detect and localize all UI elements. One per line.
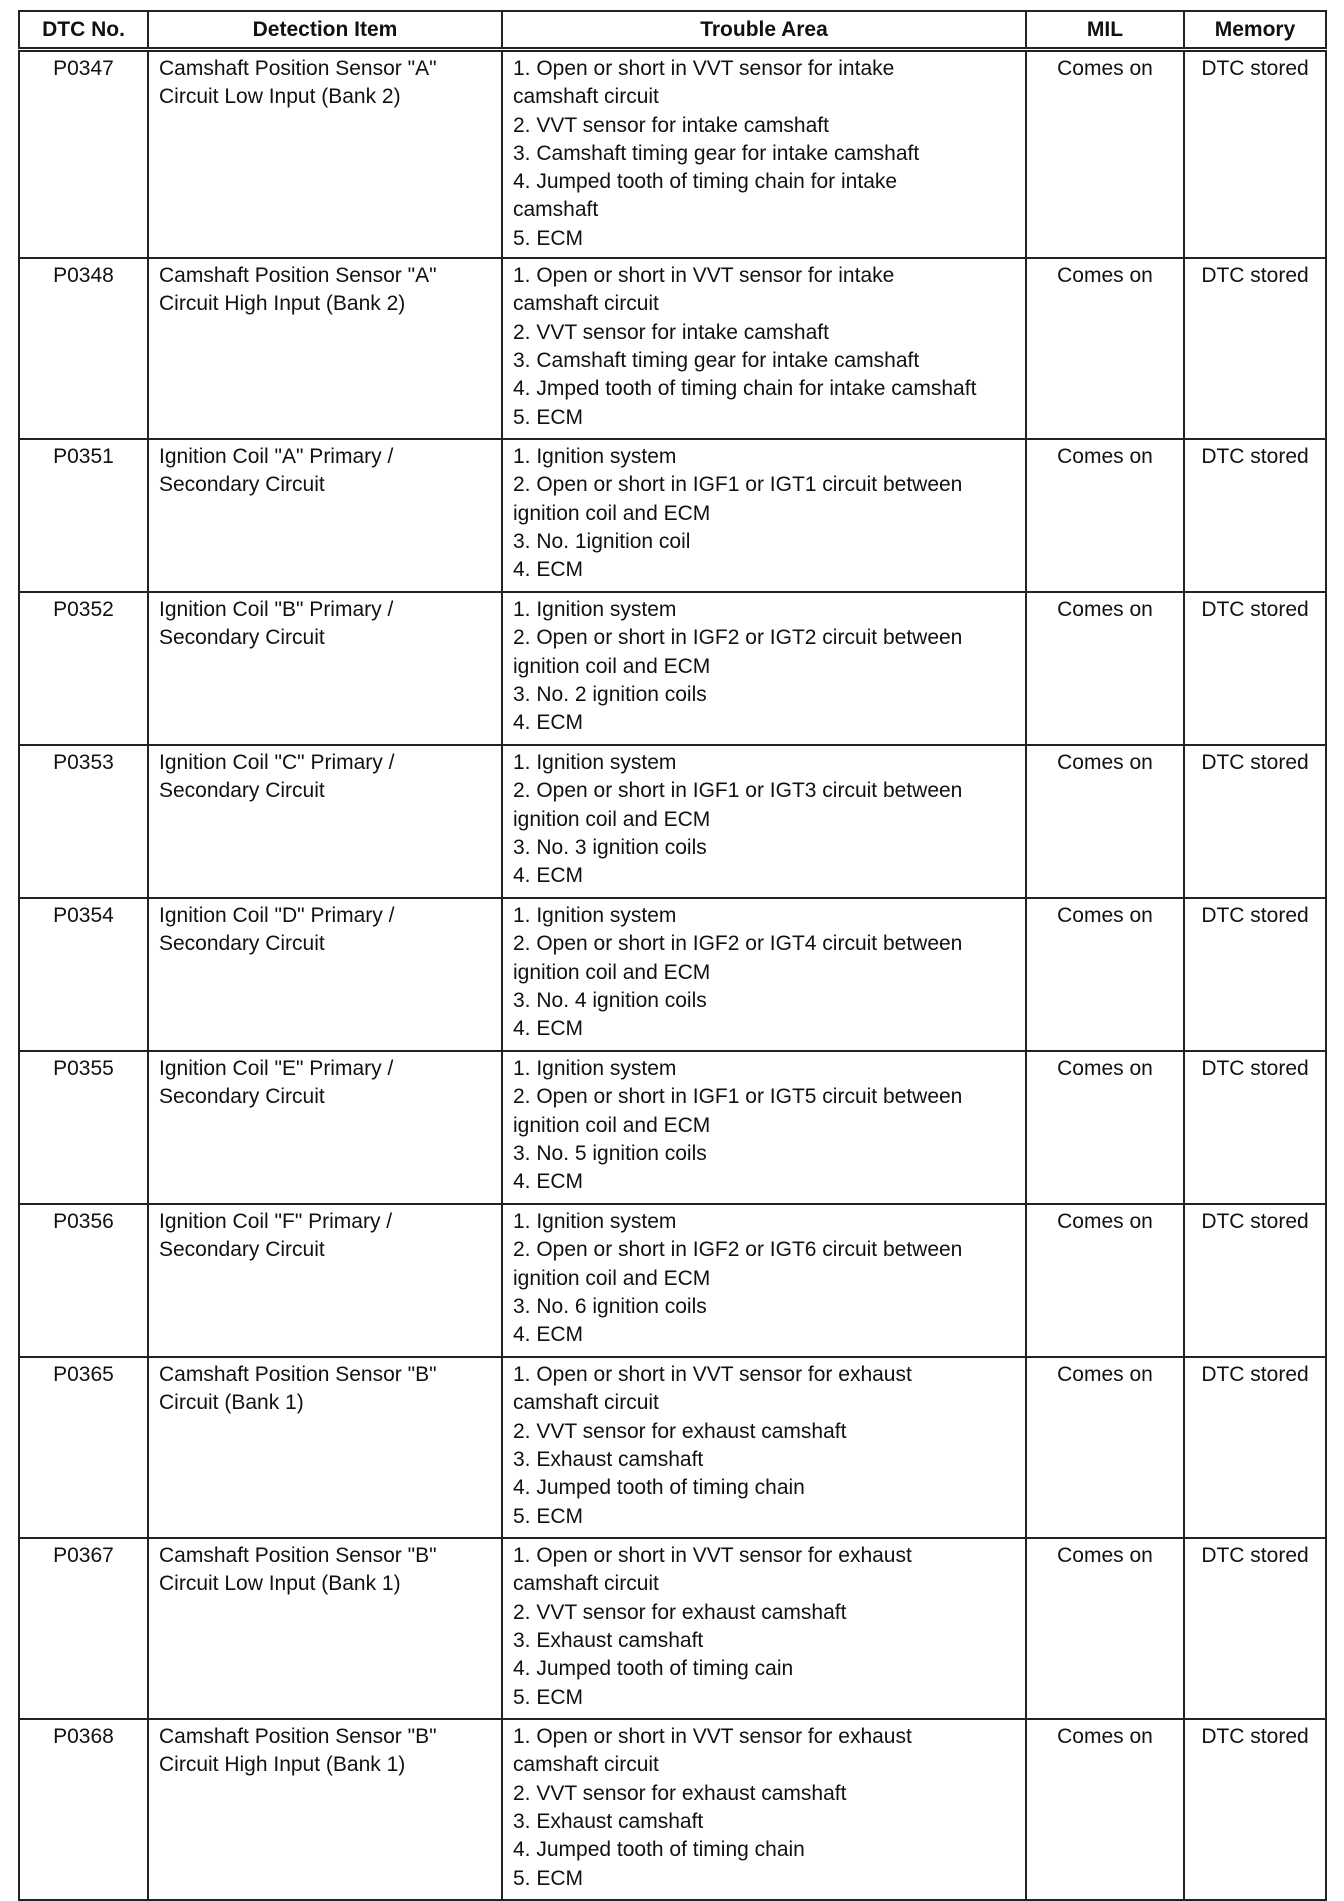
table-row bbox=[19, 1051, 1326, 1204]
mil-cell: Comes on bbox=[1026, 898, 1184, 1051]
trouble-area-line: ignition coil and ECM bbox=[513, 501, 711, 525]
dtc-code-cell: P0365 bbox=[19, 1357, 148, 1538]
trouble-area-line: 4. ECM bbox=[513, 1170, 584, 1194]
table-row bbox=[19, 1538, 1326, 1719]
detection-item-line: Circuit High Input (Bank 2) bbox=[159, 292, 406, 316]
detection-item-line: Circuit Low Input (Bank 1) bbox=[159, 1572, 401, 1596]
trouble-area-line: ignition coil and ECM bbox=[513, 807, 711, 831]
dtc-code-cell: P0356 bbox=[19, 1204, 148, 1357]
trouble-area-line: camshaft circuit bbox=[513, 1391, 659, 1415]
trouble-area-line: 1. Ignition system bbox=[513, 598, 677, 622]
dtc-code-cell: P0353 bbox=[19, 745, 148, 898]
table-row bbox=[19, 1719, 1326, 1900]
trouble-area-cell bbox=[502, 745, 1026, 898]
dtc-code-cell: P0368 bbox=[19, 1719, 148, 1900]
trouble-area-line: 3. No. 4 ignition coils bbox=[513, 988, 707, 1012]
header-detection-item: Detection Item bbox=[148, 11, 502, 50]
trouble-area-line: 4. ECM bbox=[513, 1017, 584, 1041]
trouble-area-line: 1. Open or short in VVT sensor for exhaust bbox=[513, 1725, 912, 1749]
trouble-area-line: 1. Open or short in VVT sensor for exhaust bbox=[513, 1544, 912, 1568]
dtc-code-cell: P0355 bbox=[19, 1051, 148, 1204]
detection-item-line: Camshaft Position Sensor "A" bbox=[159, 57, 437, 80]
memory-cell: DTC stored bbox=[1184, 1357, 1326, 1538]
dtc-code-cell: P0347 bbox=[19, 50, 148, 259]
detection-item-cell bbox=[148, 439, 502, 592]
mil-cell: Comes on bbox=[1026, 439, 1184, 592]
trouble-area-line: 1. Open or short in VVT sensor for exhaust bbox=[513, 1363, 912, 1387]
trouble-area-line: 2. Open or short in IGF2 or IGT2 circuit between bbox=[513, 626, 963, 650]
detection-item-line: Ignition Coil "E" Primary / bbox=[159, 1057, 394, 1081]
dtc-code-cell: P0348 bbox=[19, 258, 148, 439]
memory-cell: DTC stored bbox=[1184, 1051, 1326, 1204]
trouble-area-line: 1. Ignition system bbox=[513, 751, 677, 775]
trouble-area-line: ignition coil and ECM bbox=[513, 654, 711, 678]
trouble-area-line: 3. No. 6 ignition coils bbox=[513, 1294, 707, 1318]
table-row bbox=[19, 898, 1326, 1051]
trouble-area-line: 5. ECM bbox=[513, 226, 584, 250]
dtc-code-cell: P0352 bbox=[19, 592, 148, 745]
table-row bbox=[19, 1357, 1326, 1538]
header-trouble-area: Trouble Area bbox=[502, 11, 1026, 50]
trouble-area-cell bbox=[502, 1719, 1026, 1900]
trouble-area-line: 2. VVT sensor for exhaust camshaft bbox=[513, 1781, 847, 1805]
trouble-area-line: 4. ECM bbox=[513, 711, 584, 735]
trouble-area-line: 4. Jumped tooth of timing chain bbox=[513, 1476, 805, 1500]
trouble-area-cell bbox=[502, 50, 1026, 259]
dtc-code-cell: P0367 bbox=[19, 1538, 148, 1719]
trouble-area-line: 5. ECM bbox=[513, 405, 584, 429]
detection-item-cell bbox=[148, 258, 502, 439]
trouble-area-line: camshaft circuit bbox=[513, 1753, 659, 1777]
trouble-area-line: 4. Jumped tooth of timing chain bbox=[513, 1838, 805, 1862]
detection-item-cell bbox=[148, 898, 502, 1051]
detection-item-line: Ignition Coil "C" Primary / bbox=[159, 751, 395, 775]
detection-item-line: Secondary Circuit bbox=[159, 1085, 325, 1109]
detection-item-line: Secondary Circuit bbox=[159, 473, 325, 497]
memory-cell: DTC stored bbox=[1184, 50, 1326, 259]
trouble-area-line: camshaft bbox=[513, 198, 599, 222]
trouble-area-line: 2. Open or short in IGF1 or IGT3 circuit between bbox=[513, 779, 963, 803]
detection-item-line: Ignition Coil "D" Primary / bbox=[159, 904, 395, 928]
trouble-area-line: 1. Open or short in VVT sensor for intake bbox=[513, 264, 895, 288]
mil-cell: Comes on bbox=[1026, 592, 1184, 745]
table-row bbox=[19, 1204, 1326, 1357]
trouble-area-line: 3. No. 1ignition coil bbox=[513, 529, 691, 553]
detection-item-cell bbox=[148, 1538, 502, 1719]
trouble-area-line: ignition coil and ECM bbox=[513, 1113, 711, 1137]
trouble-area-cell bbox=[502, 439, 1026, 592]
trouble-area-line: 3. No. 5 ignition coils bbox=[513, 1141, 707, 1165]
detection-item-line: Camshaft Position Sensor "B" bbox=[159, 1363, 437, 1387]
trouble-area-line: 1. Open or short in VVT sensor for intake bbox=[513, 57, 895, 80]
header-memory: Memory bbox=[1184, 11, 1326, 50]
detection-item-line: Circuit (Bank 1) bbox=[159, 1391, 304, 1415]
trouble-area-line: camshaft circuit bbox=[513, 85, 659, 109]
detection-item-cell bbox=[148, 1204, 502, 1357]
trouble-area-line: 3. Camshaft timing gear for intake camshaft bbox=[513, 348, 920, 372]
trouble-area-line: 3. Exhaust camshaft bbox=[513, 1809, 704, 1833]
trouble-area-line: 2. Open or short in IGF2 or IGT6 circuit between bbox=[513, 1238, 963, 1262]
detection-item-line: Circuit High Input (Bank 1) bbox=[159, 1753, 406, 1777]
detection-item-line: Secondary Circuit bbox=[159, 932, 325, 956]
trouble-area-line: 1. Ignition system bbox=[513, 1057, 677, 1081]
mil-cell: Comes on bbox=[1026, 1357, 1184, 1538]
memory-cell: DTC stored bbox=[1184, 439, 1326, 592]
trouble-area-line: 2. VVT sensor for intake camshaft bbox=[513, 113, 829, 137]
trouble-area-line: camshaft circuit bbox=[513, 1572, 659, 1596]
detection-item-line: Camshaft Position Sensor "B" bbox=[159, 1544, 437, 1568]
trouble-area-line: 5. ECM bbox=[513, 1685, 584, 1709]
detection-item-line: Camshaft Position Sensor "B" bbox=[159, 1725, 437, 1749]
trouble-area-line: 4. ECM bbox=[513, 558, 584, 582]
dtc-code-cell: P0351 bbox=[19, 439, 148, 592]
table-row bbox=[19, 592, 1326, 745]
trouble-area-line: 2. VVT sensor for exhaust camshaft bbox=[513, 1600, 847, 1624]
table-row bbox=[19, 745, 1326, 898]
memory-cell: DTC stored bbox=[1184, 1538, 1326, 1719]
detection-item-cell bbox=[148, 50, 502, 259]
detection-item-cell bbox=[148, 745, 502, 898]
table-body bbox=[19, 50, 1326, 1901]
detection-item-line: Secondary Circuit bbox=[159, 626, 325, 650]
trouble-area-cell bbox=[502, 1538, 1026, 1719]
trouble-area-line: 4. ECM bbox=[513, 864, 584, 888]
header-mil: MIL bbox=[1026, 11, 1184, 50]
table-row bbox=[19, 50, 1326, 259]
trouble-area-line: 1. Ignition system bbox=[513, 904, 677, 928]
detection-item-line: Ignition Coil "F" Primary / bbox=[159, 1210, 393, 1234]
memory-cell: DTC stored bbox=[1184, 258, 1326, 439]
memory-cell: DTC stored bbox=[1184, 1719, 1326, 1900]
detection-item-cell bbox=[148, 1051, 502, 1204]
memory-cell: DTC stored bbox=[1184, 745, 1326, 898]
table-row bbox=[19, 258, 1326, 439]
mil-cell: Comes on bbox=[1026, 50, 1184, 259]
trouble-area-cell bbox=[502, 898, 1026, 1051]
memory-cell: DTC stored bbox=[1184, 1204, 1326, 1357]
dtc-code-cell: P0354 bbox=[19, 898, 148, 1051]
trouble-area-line: ignition coil and ECM bbox=[513, 960, 711, 984]
mil-cell: Comes on bbox=[1026, 745, 1184, 898]
trouble-area-cell bbox=[502, 1051, 1026, 1204]
detection-item-line: Ignition Coil "B" Primary / bbox=[159, 598, 394, 622]
detection-item-line: Camshaft Position Sensor "A" bbox=[159, 264, 437, 288]
trouble-area-cell bbox=[502, 592, 1026, 745]
trouble-area-line: 3. Exhaust camshaft bbox=[513, 1447, 704, 1471]
detection-item-cell bbox=[148, 1357, 502, 1538]
trouble-area-line: 3. No. 3 ignition coils bbox=[513, 835, 707, 859]
table-row bbox=[19, 439, 1326, 592]
detection-item-line: Ignition Coil "A" Primary / bbox=[159, 445, 394, 469]
mil-cell: Comes on bbox=[1026, 1719, 1184, 1900]
trouble-area-line: 4. ECM bbox=[513, 1323, 584, 1347]
detection-item-line: Secondary Circuit bbox=[159, 779, 325, 803]
trouble-area-line: 3. No. 2 ignition coils bbox=[513, 682, 707, 706]
trouble-area-line: camshaft circuit bbox=[513, 292, 659, 316]
detection-item-line: Secondary Circuit bbox=[159, 1238, 325, 1262]
trouble-area-cell bbox=[502, 1204, 1026, 1357]
trouble-area-line: 1. Ignition system bbox=[513, 1210, 677, 1234]
trouble-area-cell bbox=[502, 258, 1026, 439]
trouble-area-line: 2. Open or short in IGF1 or IGT1 circuit between bbox=[513, 473, 963, 497]
trouble-area-line: 2. Open or short in IGF2 or IGT4 circuit between bbox=[513, 932, 963, 956]
mil-cell: Comes on bbox=[1026, 1051, 1184, 1204]
trouble-area-line: 3. Exhaust camshaft bbox=[513, 1628, 704, 1652]
dtc-table bbox=[18, 10, 1327, 1901]
memory-cell: DTC stored bbox=[1184, 592, 1326, 745]
trouble-area-line: 3. Camshaft timing gear for intake camshaft bbox=[513, 141, 920, 165]
memory-cell: DTC stored bbox=[1184, 898, 1326, 1051]
trouble-area-line: 1. Ignition system bbox=[513, 445, 677, 469]
trouble-area-line: 4. Jumped tooth of timing chain for intake bbox=[513, 170, 898, 194]
trouble-area-line: 5. ECM bbox=[513, 1504, 584, 1528]
detection-item-cell bbox=[148, 1719, 502, 1900]
trouble-area-line: 2. Open or short in IGF1 or IGT5 circuit between bbox=[513, 1085, 963, 1109]
trouble-area-line: 2. VVT sensor for intake camshaft bbox=[513, 320, 829, 344]
trouble-area-cell bbox=[502, 1357, 1026, 1538]
trouble-area-line: 4. Jmped tooth of timing chain for intake camshaft bbox=[513, 377, 977, 401]
detection-item-line: Circuit Low Input (Bank 2) bbox=[159, 85, 401, 109]
table-header-row bbox=[19, 11, 1326, 50]
detection-item-cell bbox=[148, 592, 502, 745]
trouble-area-line: 2. VVT sensor for exhaust camshaft bbox=[513, 1419, 847, 1443]
trouble-area-line: 4. Jumped tooth of timing cain bbox=[513, 1657, 794, 1681]
mil-cell: Comes on bbox=[1026, 1204, 1184, 1357]
trouble-area-line: 5. ECM bbox=[513, 1866, 584, 1890]
mil-cell: Comes on bbox=[1026, 258, 1184, 439]
trouble-area-line: ignition coil and ECM bbox=[513, 1266, 711, 1290]
mil-cell: Comes on bbox=[1026, 1538, 1184, 1719]
dtc-document bbox=[18, 10, 1325, 1901]
header-dtc-no: DTC No. bbox=[19, 11, 148, 50]
